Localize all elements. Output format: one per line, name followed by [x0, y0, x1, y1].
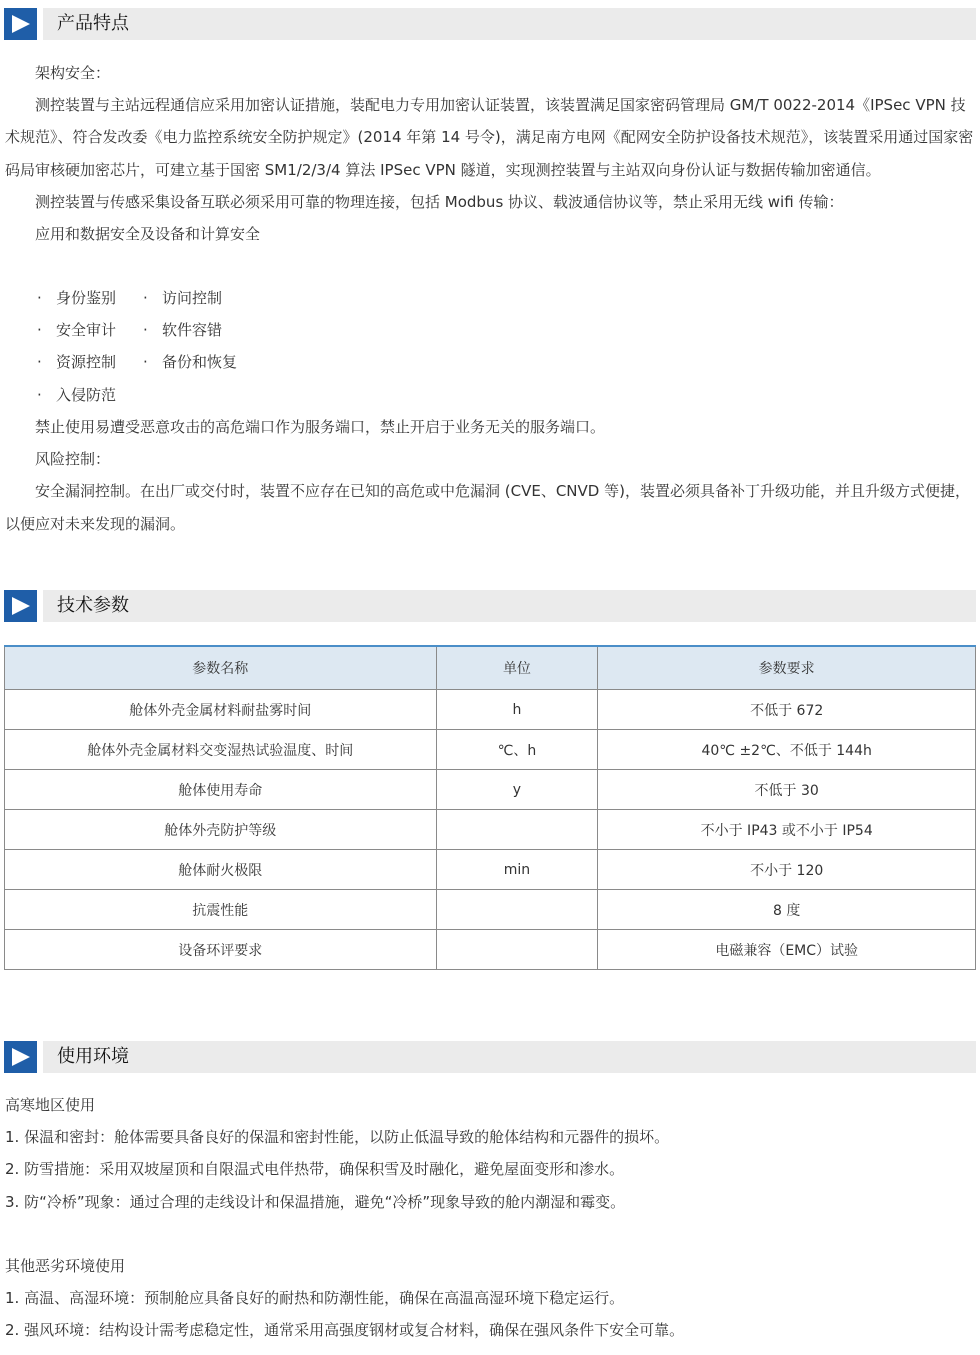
table-cell: 40℃ ±2℃、不低于 144h	[598, 730, 976, 770]
paragraph: 测控装置与主站远程通信应采用加密认证措施，装配电力专用加密认证装置，该装置满足国家密码管理局 GM/T 0022-2014《IPSec VPN 技术规范》、符合发改委《电力监控系统安全防护规定》(2014 年第 14 号令)，满足南方电网《配网安全防护设备技术规范》，该装置采用通过国家密码局审核硬加密芯片，可建立基于国密 SM1/2/3/4 算法 IPSec VPN 隧道，实现测控装置与主站双向身份认证与数据传输加密通信。	[5, 96, 974, 179]
table-cell: 不低于 30	[598, 770, 976, 810]
table-cell: 舱体外壳防护等级	[5, 810, 437, 850]
section-title: 使用环境	[57, 1046, 129, 1067]
arch-label: 架构安全：	[35, 64, 111, 82]
table-cell: 舱体耐火极限	[5, 850, 437, 890]
list-item: · 资源控制	[37, 353, 117, 372]
list-item: 2. 防雪措施：采用双坡屋顶和自限温式电伴热带，确保积雪及时融化，避免屋面变形和渗水。	[5, 1160, 625, 1179]
table-cell: 设备环评要求	[5, 930, 437, 970]
paragraph: 安全漏洞控制。在出厂或交付时，装置不应存在已知的高危或中危漏洞 (CVE、CNVD 等)，装置必须具备补丁升级功能，并且升级方式便捷，以便应对未来发现的漏洞。	[5, 482, 970, 533]
list-item: 3. 防“冷桥”现象：通过合理的走线设计和保温措施，避免“冷桥”现象导致的舱内潮湿和霉变。	[5, 1192, 626, 1211]
env-harsh-block	[5, 1250, 975, 1347]
table-cell: y	[436, 770, 598, 810]
section-header-bar	[43, 8, 976, 40]
section-title: 产品特点	[57, 13, 129, 34]
play-triangle-icon	[4, 8, 37, 40]
list-item: · 备份和恢复	[143, 353, 238, 372]
list-item: 2. 强风环境：结构设计需考虑稳定性，通常采用高强度钢材或复合材料，确保在强风条件下安全可靠。	[5, 1321, 685, 1340]
list-item: 1. 高温、高湿环境：预制舱应具备良好的耐热和防潮性能，确保在高温高湿环境下稳定运行。	[5, 1289, 625, 1308]
table-row	[5, 850, 976, 890]
table-cell: 舱体外壳金属材料耐盐雾时间	[5, 690, 437, 730]
list-item: · 安全审计	[37, 321, 117, 340]
paragraph: 测控装置与传感采集设备互联必须采用可靠的物理连接，包括 Modbus 协议、载波通信协议等，禁止采用无线 wifi 传输：	[35, 192, 844, 211]
table-cell: 8 度	[598, 890, 976, 930]
list-item: 1. 保温和密封：舱体需要具备良好的保温和密封性能，以防止低温导致的舱体结构和元器件的损坏。	[5, 1128, 670, 1147]
table-cell: 舱体使用寿命	[5, 770, 437, 810]
features-body-2	[5, 411, 975, 540]
section-header-bar	[43, 1041, 976, 1073]
bullet-list	[37, 282, 249, 411]
table-cell	[436, 930, 598, 970]
play-triangle-icon	[4, 590, 37, 622]
env-cold-block	[5, 1089, 975, 1218]
params-table	[4, 645, 976, 970]
table-header-row	[5, 646, 976, 690]
table-row	[5, 890, 976, 930]
features-body	[5, 57, 975, 250]
risk-label: 风险控制：	[35, 450, 111, 469]
table-row	[5, 770, 976, 810]
table-row	[5, 930, 976, 970]
table-row	[5, 730, 976, 770]
table-cell: ℃、h	[436, 730, 598, 770]
table-cell	[436, 810, 598, 850]
table-cell: 电磁兼容（EMC）试验	[598, 930, 976, 970]
table-cell: 舱体外壳金属材料交变湿热试验温度、时间	[5, 730, 437, 770]
table-cell: min	[436, 850, 598, 890]
section-header-env	[4, 1041, 976, 1073]
table-cell: 不小于 120	[598, 850, 976, 890]
harsh-label: 其他恶劣环境使用	[5, 1257, 126, 1275]
table-cell: 不小于 IP43 或不小于 IP54	[598, 810, 976, 850]
app-label: 应用和数据安全及设备和计算安全	[35, 225, 261, 244]
cold-label: 高寒地区使用	[5, 1096, 96, 1114]
list-item: · 软件容错	[143, 321, 223, 340]
table-row	[5, 690, 976, 730]
column-header: 参数要求	[598, 646, 976, 690]
section-header-features	[4, 8, 976, 40]
list-item: · 身份鉴别	[37, 289, 117, 307]
section-header-bar	[43, 590, 976, 622]
section-title: 技术参数	[57, 595, 129, 616]
play-triangle-icon	[4, 1041, 37, 1073]
section-header-tech	[4, 590, 976, 622]
list-item: · 访问控制	[143, 289, 223, 307]
table-cell	[436, 890, 598, 930]
list-item: · 入侵防范	[37, 385, 117, 404]
table-row	[5, 810, 976, 850]
paragraph: 禁止使用易遭受恶意攻击的高危端口作为服务端口，禁止开启于业务无关的服务端口。	[35, 418, 606, 436]
table-cell: 不低于 672	[598, 690, 976, 730]
table-cell: 抗震性能	[5, 890, 437, 930]
table-cell: h	[436, 690, 598, 730]
column-header: 单位	[436, 646, 598, 690]
column-header: 参数名称	[5, 646, 437, 690]
